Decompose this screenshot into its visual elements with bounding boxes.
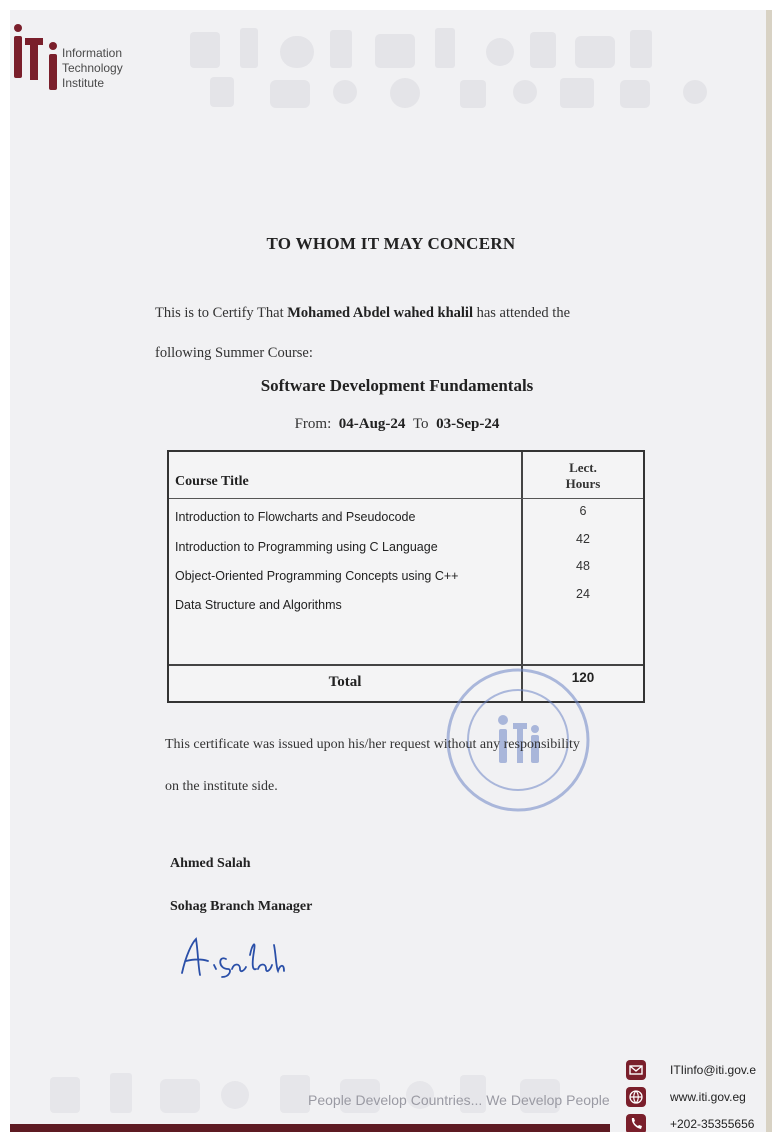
to-label: To: [412, 416, 429, 432]
iti-logo-text: [62, 46, 123, 91]
certify-line2: following Summer Course:: [155, 345, 313, 361]
logo-line-1: Information: [62, 46, 123, 60]
email-text: ITIinfo@iti.gov.e: [670, 1063, 756, 1077]
signer-role: Sohag Branch Manager: [170, 899, 313, 914]
disclaimer-note: [165, 724, 675, 808]
header-course-title: Course Title: [175, 474, 249, 489]
to-date: 03-Sep-24: [436, 416, 500, 432]
footer-slogan: People Develop Countries... We Develop People: [308, 1092, 610, 1108]
table-row-title: Introduction to Programming using C Language: [175, 540, 438, 554]
table-row-title: Object-Oriented Programming Concepts using C++: [175, 569, 459, 583]
table-row-hours: 24: [576, 587, 590, 601]
total-value: 120: [571, 670, 595, 685]
certify-paragraph: [155, 293, 645, 373]
table-row-hours: 42: [576, 532, 590, 546]
watermark-pattern-top: [180, 22, 740, 112]
header-hours-line1: Lect.: [569, 460, 597, 475]
handwritten-signature: [168, 925, 288, 985]
total-label: Total: [328, 674, 362, 690]
student-name: Mohamed Abdel wahed khalil: [287, 305, 473, 321]
phone-icon: [626, 1114, 646, 1132]
header-hours-line2: Hours: [565, 476, 601, 491]
table-row-hours: 6: [579, 504, 587, 518]
certify-prefix: This is to Certify That: [155, 305, 284, 321]
header-lect-hours: [523, 460, 643, 492]
signer-name: Ahmed Salah: [170, 856, 251, 871]
logo-line-3: Institute: [62, 76, 105, 90]
table-header-divider: [169, 498, 643, 499]
iti-logo-mark: [12, 18, 62, 96]
footer-bar: [10, 1124, 610, 1132]
course-dates: [10, 416, 772, 433]
phone-text: +202-35355656: [670, 1117, 755, 1131]
logo-line-2: Technology: [62, 61, 123, 75]
table-row-title: Data Structure and Algorithms: [175, 598, 342, 612]
iti-logo: [12, 18, 142, 98]
mail-icon: [626, 1060, 646, 1080]
table-row-hours: 48: [576, 559, 590, 573]
certificate-page: [10, 10, 772, 1132]
table-row-title: Introduction to Flowcharts and Pseudocode: [175, 510, 416, 524]
certify-suffix: has attended the: [476, 305, 571, 321]
globe-icon: [626, 1087, 646, 1107]
disclaimer-line2: on the institute side.: [165, 779, 278, 794]
page-title: TO WHOM IT MAY CONCERN: [266, 234, 516, 253]
from-label: From:: [294, 416, 332, 432]
from-date: 04-Aug-24: [338, 416, 406, 432]
disclaimer-line1: This certificate was issued upon his/her request without any responsibility: [165, 737, 580, 752]
course-name: Software Development Fundamentals: [260, 376, 534, 395]
website-text: www.iti.gov.eg: [670, 1090, 746, 1104]
